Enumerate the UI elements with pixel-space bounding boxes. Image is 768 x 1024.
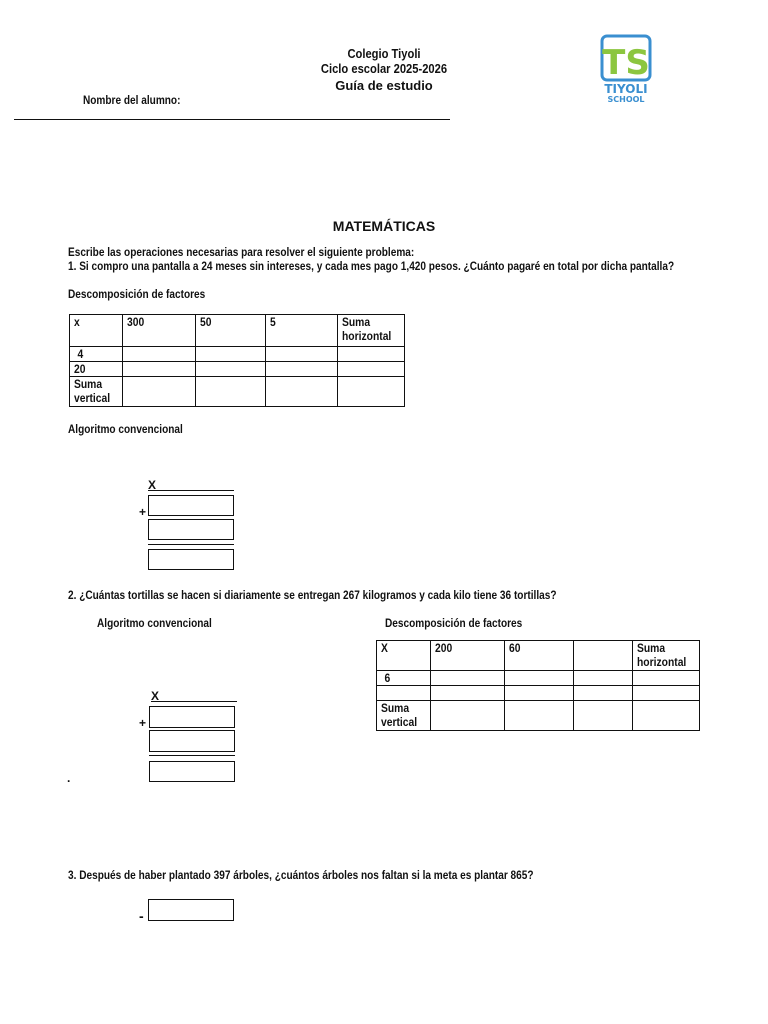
t1-head-sum: Suma horizontal (338, 315, 405, 347)
logo-line2: SCHOOL (607, 95, 645, 104)
t2-cell[interactable] (574, 686, 633, 701)
t1-row-sum: Suma vertical (70, 377, 123, 407)
t1-cell[interactable] (266, 347, 338, 362)
t2-head-200: 200 (431, 641, 505, 671)
problem-2-plus-sign: + (139, 716, 147, 730)
t1-cell[interactable] (123, 377, 196, 407)
t1-cell[interactable] (338, 347, 405, 362)
problem-2-decomp-table (376, 640, 700, 731)
problem-2-sum-line (149, 755, 235, 756)
problem-2-multiply-sign: X (151, 689, 160, 703)
guide-title: Guía de estudio (335, 78, 433, 93)
t2-cell[interactable] (574, 701, 633, 731)
problem-2-partial-1-box[interactable] (149, 706, 235, 728)
problem-3-minus-sign: - (139, 908, 144, 924)
student-name-label: Nombre del alumno: (83, 93, 181, 107)
problem-1-partial-1-box[interactable] (148, 495, 234, 516)
t1-cell[interactable] (338, 362, 405, 377)
t2-cell[interactable] (505, 671, 574, 686)
t2-row-6: 6 (377, 671, 431, 686)
t2-cell[interactable] (633, 701, 700, 731)
problem-2-algo-label: Algoritmo convencional (97, 616, 212, 630)
t2-cell[interactable] (505, 686, 574, 701)
school-name: Colegio Tiyoli (347, 46, 421, 61)
t1-head-300: 300 (123, 315, 196, 347)
problem-1-multiply-sign: X (148, 478, 157, 492)
t2-row-blank (377, 686, 431, 701)
problem-1-decomp-table (69, 314, 405, 407)
instructions: Escribe las operaciones necesarias para resolver el siguiente problema: (68, 245, 415, 259)
t1-cell[interactable] (196, 362, 266, 377)
school-logo (598, 34, 654, 104)
t1-cell[interactable] (196, 377, 266, 407)
subject-title: MATEMÁTICAS (332, 218, 436, 234)
t2-cell[interactable] (633, 686, 700, 701)
problem-2-partial-2-box[interactable] (149, 730, 235, 752)
t1-row-20: 20 (70, 362, 123, 377)
logo-monogram: TS (602, 43, 650, 83)
problem-2-decomp-label: Descomposición de factores (385, 616, 523, 630)
t1-row-4: 4 (70, 347, 123, 362)
t2-head-x: X (377, 641, 431, 671)
t1-cell[interactable] (266, 362, 338, 377)
t2-row-sum: Suma vertical (377, 701, 431, 731)
student-name-line[interactable] (14, 119, 450, 120)
t1-cell[interactable] (266, 377, 338, 407)
t2-cell[interactable] (633, 671, 700, 686)
problem-1-text: 1. Si compro una pantalla a 24 meses sin intereses, y cada mes pago 1,420 pesos. ¿Cuánto pagaré en total por dicha pantalla? (68, 259, 675, 273)
t2-head-sum: Suma horizontal (633, 641, 700, 671)
problem-1-sum-line (148, 544, 234, 545)
t2-cell[interactable] (505, 701, 574, 731)
stray-dot: . (67, 771, 71, 785)
t2-cell[interactable] (574, 671, 633, 686)
t2-cell[interactable] (431, 701, 505, 731)
logo-line1: TIYOLI (604, 82, 648, 96)
t1-cell[interactable] (338, 377, 405, 407)
problem-3-answer-box[interactable] (148, 899, 234, 921)
t2-cell[interactable] (431, 671, 505, 686)
problem-1-algo-label: Algoritmo convencional (68, 422, 183, 436)
t2-head-60: 60 (505, 641, 574, 671)
t1-cell[interactable] (196, 347, 266, 362)
problem-2-text: 2. ¿Cuántas tortillas se hacen si diariamente se entregan 267 kilogramos y cada kilo tiene 36 tortillas? (68, 588, 557, 602)
problem-3-text: 3. Después de haber plantado 397 árboles, ¿cuántos árboles nos faltan si la meta es plantar 865? (68, 868, 534, 882)
t1-head-x: x (70, 315, 123, 347)
problem-1-plus-sign: + (139, 505, 147, 519)
problem-1-result-box[interactable] (148, 549, 234, 570)
school-cycle: Ciclo escolar 2025-2026 (320, 61, 448, 76)
tiyoli-logo-icon (598, 34, 654, 104)
t1-head-5: 5 (266, 315, 338, 347)
t2-head-blank (574, 641, 633, 671)
problem-1-partial-2-box[interactable] (148, 519, 234, 540)
t1-cell[interactable] (123, 362, 196, 377)
t1-cell[interactable] (123, 347, 196, 362)
problem-1-top-line (148, 490, 234, 491)
problem-2-result-box[interactable] (149, 761, 235, 782)
t1-head-50: 50 (196, 315, 266, 347)
t2-cell[interactable] (431, 686, 505, 701)
problem-1-decomp-label: Descomposición de factores (68, 287, 206, 301)
problem-2-top-line (151, 701, 237, 702)
